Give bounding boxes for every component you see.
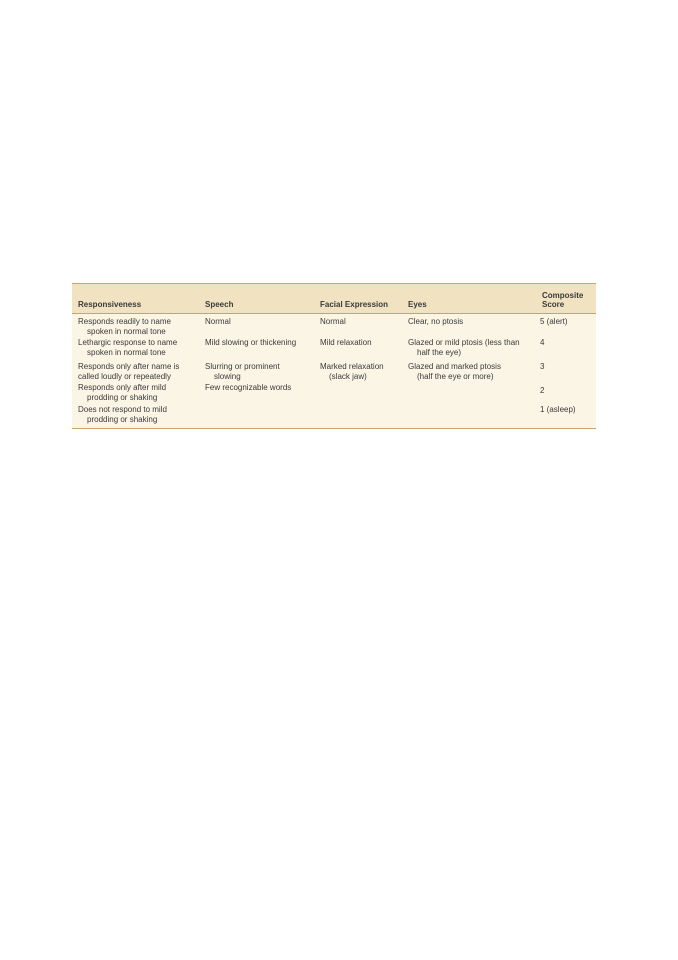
cell-facial-expression xyxy=(314,405,402,425)
cell-facial-expression: Mild relaxation xyxy=(320,338,372,347)
cell-score: 1 (asleep) xyxy=(540,405,576,414)
table-header xyxy=(72,284,596,314)
cell-responsiveness: Does not respond to mild prodding or shaking xyxy=(78,405,167,424)
cell-score: 4 xyxy=(540,338,545,347)
header-speech: Speech xyxy=(205,300,234,309)
cell-responsiveness: Responds readily to name spoken in normal tone xyxy=(78,317,171,336)
header-eyes: Eyes xyxy=(408,300,427,309)
table-body xyxy=(72,314,596,428)
table-row xyxy=(72,317,596,338)
cell-facial-expression xyxy=(314,383,402,405)
table-row xyxy=(72,383,596,405)
sedation-scale-table xyxy=(72,283,596,429)
cell-speech: Slurring or prominent slowing xyxy=(205,362,280,381)
table-row xyxy=(72,405,596,425)
cell-responsiveness: Lethargic response to name spoken in normal tone xyxy=(78,338,178,357)
cell-score: 5 (alert) xyxy=(540,317,568,326)
cell-responsiveness: Responds only after name is called loudly or repeatedly xyxy=(78,362,180,381)
cell-eyes xyxy=(402,383,536,405)
cell-responsiveness: Responds only after mild prodding or shaking xyxy=(78,383,167,402)
header-composite-line: Composite xyxy=(542,291,584,300)
table-row xyxy=(72,338,596,362)
cell-facial-expression: Normal xyxy=(320,317,346,326)
header-responsiveness: Responsiveness xyxy=(78,300,142,309)
cell-speech: Normal xyxy=(205,317,231,326)
cell-score: 2 xyxy=(540,386,545,395)
header-score-line: Score xyxy=(542,300,565,309)
cell-speech: Mild slowing or thickening xyxy=(205,338,297,347)
cell-score: 3 xyxy=(540,362,545,371)
cell-facial-expression: Marked relaxation (slack jaw) xyxy=(320,362,384,381)
cell-speech xyxy=(199,405,314,425)
cell-speech: Few recognizable words xyxy=(205,383,292,392)
cell-eyes: Glazed and marked ptosis (half the eye or more) xyxy=(408,362,501,381)
cell-eyes xyxy=(402,405,536,425)
cell-eyes: Glazed or mild ptosis (less than half the eye) xyxy=(408,338,520,357)
cell-eyes: Clear, no ptosis xyxy=(408,317,464,326)
header-facial-expression: Facial Expression xyxy=(320,300,389,309)
table-row xyxy=(72,362,596,383)
header-composite-score xyxy=(536,284,596,313)
